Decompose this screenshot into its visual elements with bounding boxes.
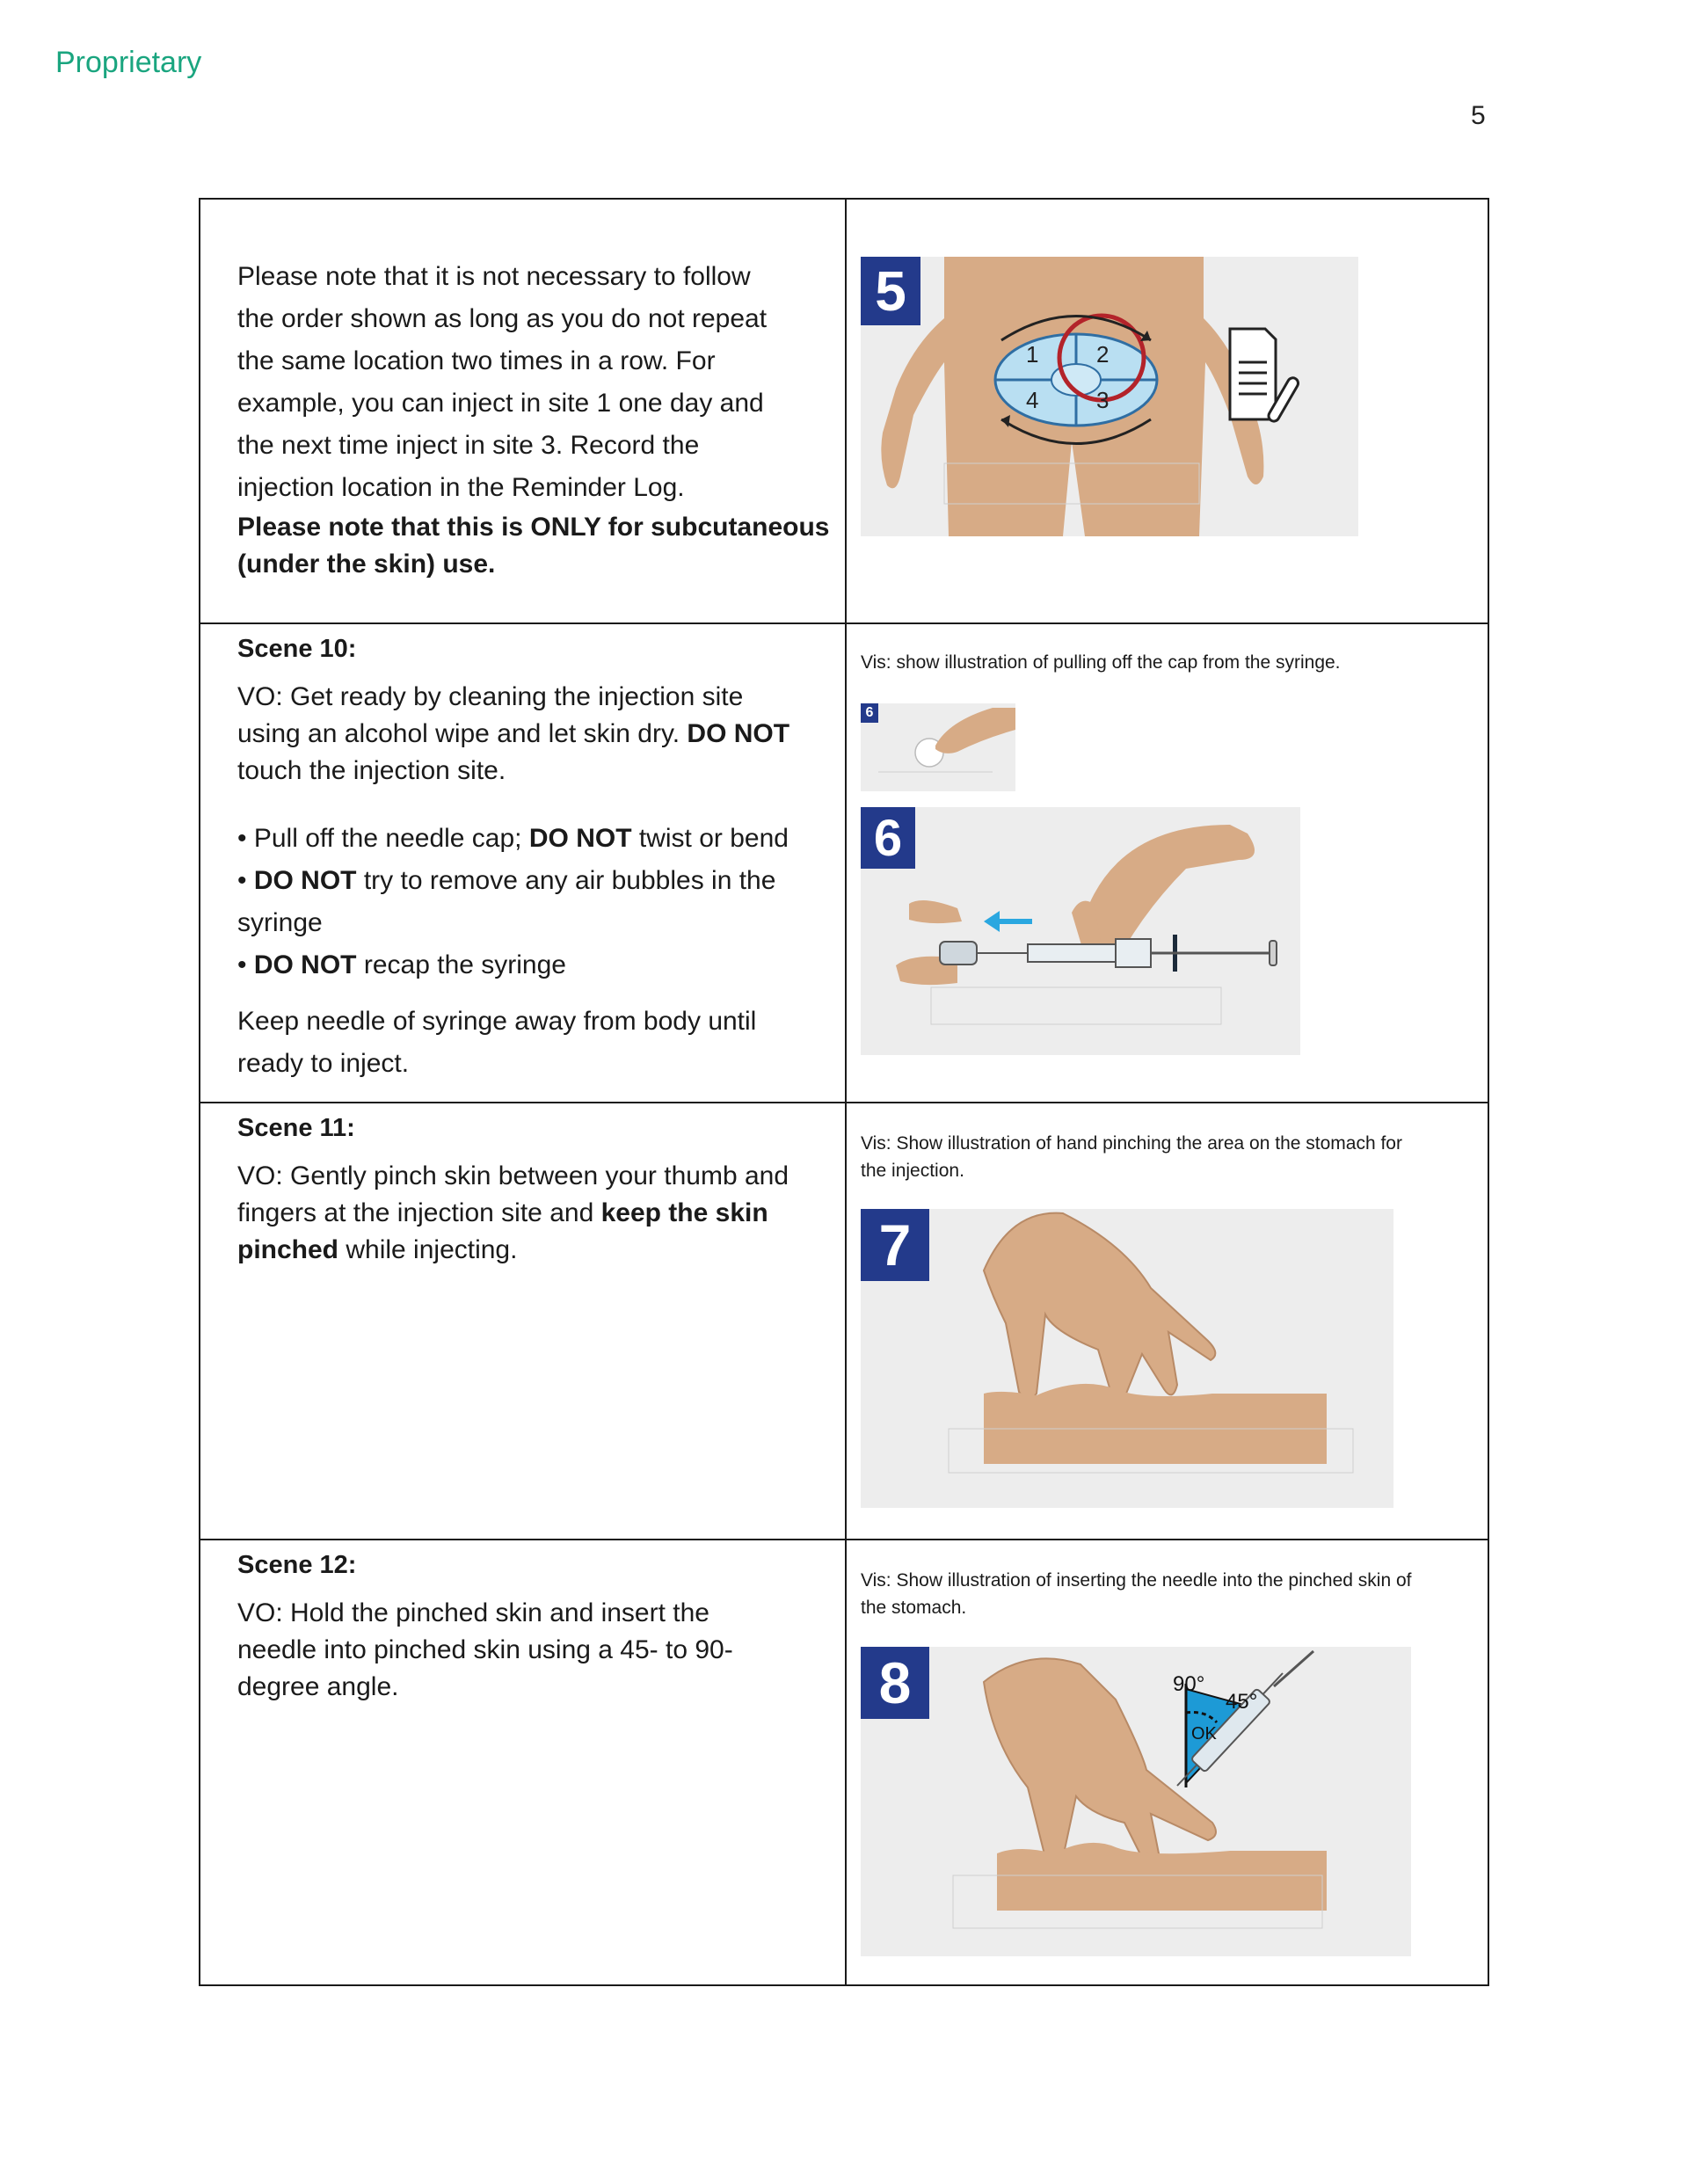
- vo-line: using an alcohol wipe and let skin dry.: [237, 719, 688, 748]
- subcutaneous-note-cont: (under the skin) use.: [237, 550, 496, 579]
- bullet-text: syringe: [237, 908, 323, 937]
- vis-line: Vis: Show illustration of inserting the needle into the pinched skin of: [861, 1570, 1412, 1591]
- needle-insertion-illustration: [861, 1647, 1411, 1956]
- narration-cell: [200, 199, 846, 623]
- reminder-log-icon: [1230, 329, 1300, 423]
- narration-cell: [200, 1103, 846, 1540]
- bullet-text: try to remove any air bubbles in the: [356, 866, 776, 895]
- vo-line: while injecting.: [338, 1235, 518, 1264]
- thumbnail-illustration: [861, 703, 1015, 791]
- table-row: [200, 623, 1488, 1103]
- text-line: injection location in the Reminder Log.: [237, 473, 685, 502]
- visual-cell: [846, 1540, 1488, 1985]
- text-line: example, you can inject in site 1 one day and: [237, 389, 764, 418]
- site-label: 3: [1096, 387, 1110, 413]
- narration-cell: [200, 1540, 846, 1985]
- vo-line: VO: Get ready by cleaning the injection site: [237, 682, 744, 711]
- needle-cap-illustration: [861, 807, 1300, 1055]
- vo-line: VO: Gently pinch skin between your thumb and: [237, 1161, 789, 1190]
- table-row: [200, 1540, 1488, 1985]
- page-number: 5: [1471, 101, 1486, 130]
- bullet-bold: DO NOT: [253, 866, 357, 895]
- table-row: [200, 1103, 1488, 1540]
- vo-line: needle into pinched skin using a 45- to 90-: [237, 1635, 733, 1664]
- text-line: the same location two times in a row. For: [237, 346, 716, 375]
- vis-description: Vis: show illustration of pulling off the cap from the syringe.: [861, 652, 1341, 673]
- proprietary-label: Proprietary: [55, 46, 202, 79]
- vo-line: fingers at the injection site and: [237, 1198, 601, 1227]
- bullet-text: recap the syringe: [356, 950, 566, 979]
- vis-line: the injection.: [861, 1161, 964, 1181]
- bullet-text: • Pull off the needle cap;: [237, 824, 529, 853]
- scene-title: Scene 11:: [237, 1114, 355, 1142]
- vo-bold: keep the skin: [600, 1198, 768, 1227]
- scene-title: Scene 10:: [237, 635, 357, 663]
- site-label: 4: [1026, 387, 1039, 413]
- bullet-text: twist or bend: [631, 824, 789, 853]
- vo-line: VO: Hold the pinched skin and insert the: [237, 1598, 709, 1627]
- vo-line: touch the injection site.: [237, 756, 506, 785]
- step-badge: 7: [861, 1209, 929, 1281]
- text-line: the next time inject in site 3. Record the: [237, 431, 700, 460]
- scene-title: Scene 12:: [237, 1551, 357, 1579]
- bullet-text: •: [237, 950, 254, 979]
- site-label: 1: [1026, 341, 1039, 368]
- keep-line: ready to inject.: [237, 1049, 410, 1078]
- visual-cell: [846, 1103, 1488, 1540]
- bullet-bold: DO NOT: [528, 824, 632, 853]
- visual-cell: [846, 623, 1488, 1103]
- visual-cell: [846, 199, 1488, 623]
- script-table: [199, 198, 1489, 1986]
- vis-line: the stomach.: [861, 1598, 967, 1618]
- injection-sites-illustration: [861, 257, 1358, 536]
- angle-90-label: 90°: [1173, 1672, 1205, 1696]
- step-badge: 8: [861, 1647, 929, 1719]
- site-note: [237, 256, 830, 583]
- pinch-skin-illustration: [861, 1209, 1393, 1508]
- site-label: 2: [1096, 341, 1110, 368]
- step-badge: 6: [861, 807, 915, 869]
- text-line: the order shown as long as you do not repeat: [237, 304, 768, 333]
- vo-bold: DO NOT: [687, 719, 790, 748]
- vo-bold: pinched: [237, 1235, 339, 1264]
- vis-line: Vis: Show illustration of hand pinching the area on the stomach for: [861, 1133, 1402, 1154]
- vis-description: [861, 1567, 1412, 1621]
- bullet-text: •: [237, 866, 254, 895]
- vo-line: degree angle.: [237, 1672, 399, 1701]
- abdomen-figure: [861, 257, 1358, 536]
- keep-line: Keep needle of syringe away from body until: [237, 1007, 757, 1036]
- vis-description: [861, 1130, 1402, 1184]
- table-row: [200, 199, 1488, 623]
- subcutaneous-note: Please note that this is ONLY for subcutaneous: [237, 513, 830, 542]
- narration-cell: [200, 623, 846, 1103]
- thumbnail-badge: 6: [861, 703, 878, 723]
- angle-45-label: 45°: [1226, 1690, 1258, 1714]
- text-line: Please note that it is not necessary to follow: [237, 262, 751, 291]
- bullet-bold: DO NOT: [253, 950, 357, 979]
- step-badge: 5: [861, 257, 920, 325]
- ok-label: OK: [1191, 1724, 1217, 1744]
